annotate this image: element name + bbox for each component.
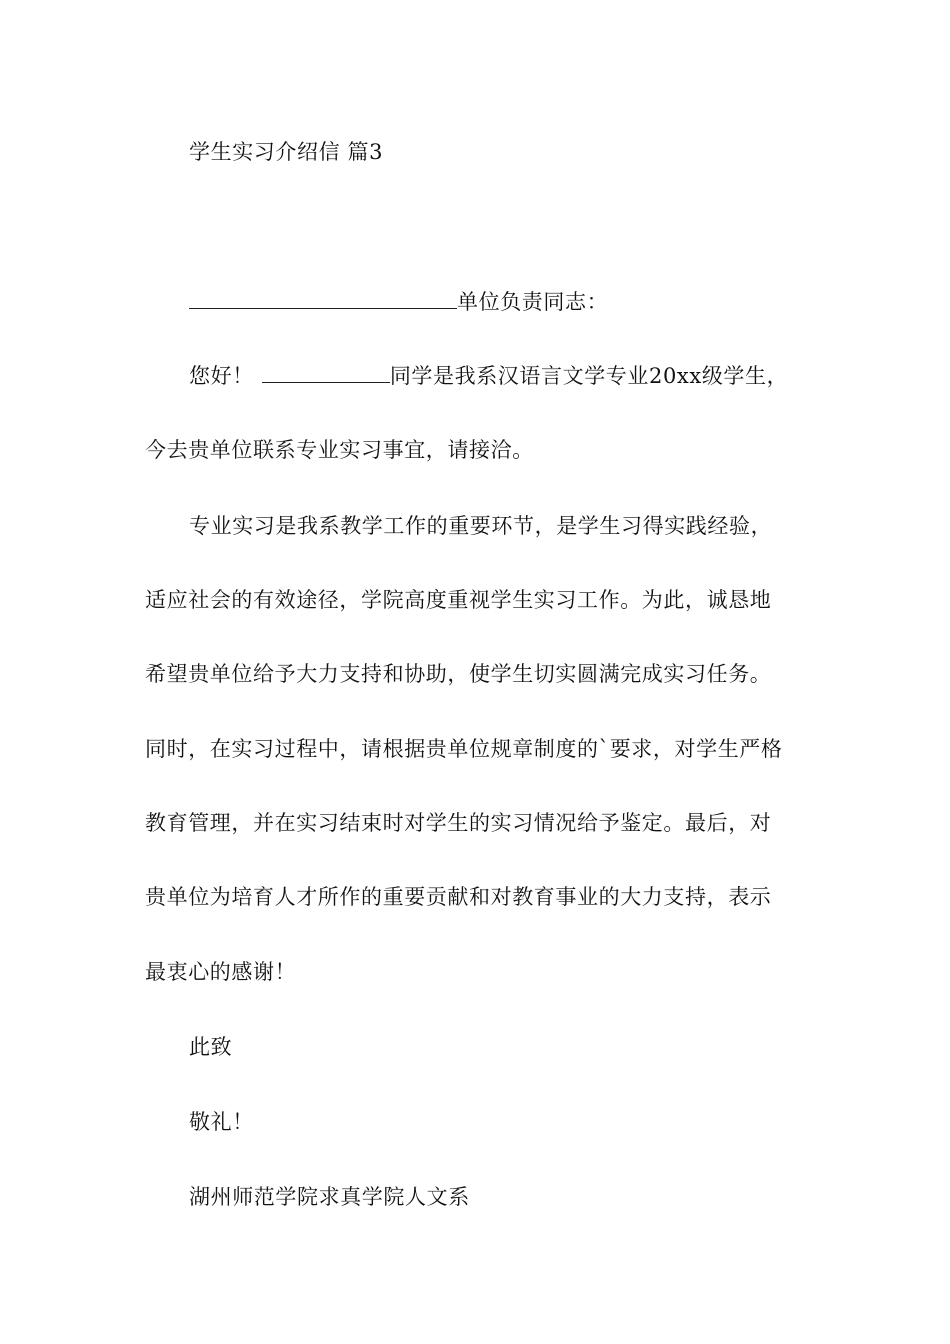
closing-line: 此致 [189, 1035, 233, 1059]
salutation-text: 单位负责同志： [457, 290, 609, 314]
document-heading: 学生实习介绍信 篇3 [189, 140, 384, 164]
body-line: 最衷心的感谢！ [145, 960, 297, 984]
body-line: 专业实习是我系教学工作的重要环节，是学生习得实践经验， [189, 514, 773, 538]
body-line: 同时，在实习过程中，请根据贵单位规章制度的`要求，对学生严格 [145, 737, 783, 761]
recipient-blank [189, 288, 457, 309]
body-line: 贵单位为培育人才所作的重要贡献和对教育事业的大力支持，表示 [145, 885, 772, 909]
body-line: 希望贵单位给予大力支持和协助，使学生切实圆满完成实习任务。 [145, 662, 772, 686]
salutation-line [189, 288, 608, 316]
signature-line: 湖州师范学院求真学院人文系 [189, 1185, 470, 1209]
intro-line [189, 362, 788, 390]
greeting-text: 您好！ [189, 364, 254, 388]
intro-text: 同学是我系汉语言文学专业20xx级学生， [389, 364, 789, 388]
body-line: 教育管理，并在实习结束时对学生的实习情况给予鉴定。最后，对 [145, 811, 772, 835]
intro-continuation: 今去贵单位联系专业实习事宜，请接洽。 [145, 438, 534, 462]
body-line: 适应社会的有效途径，学院高度重视学生实习工作。为此，诚恳地 [145, 588, 772, 612]
student-name-blank [262, 362, 390, 383]
closing-line: 敬礼！ [189, 1110, 254, 1134]
